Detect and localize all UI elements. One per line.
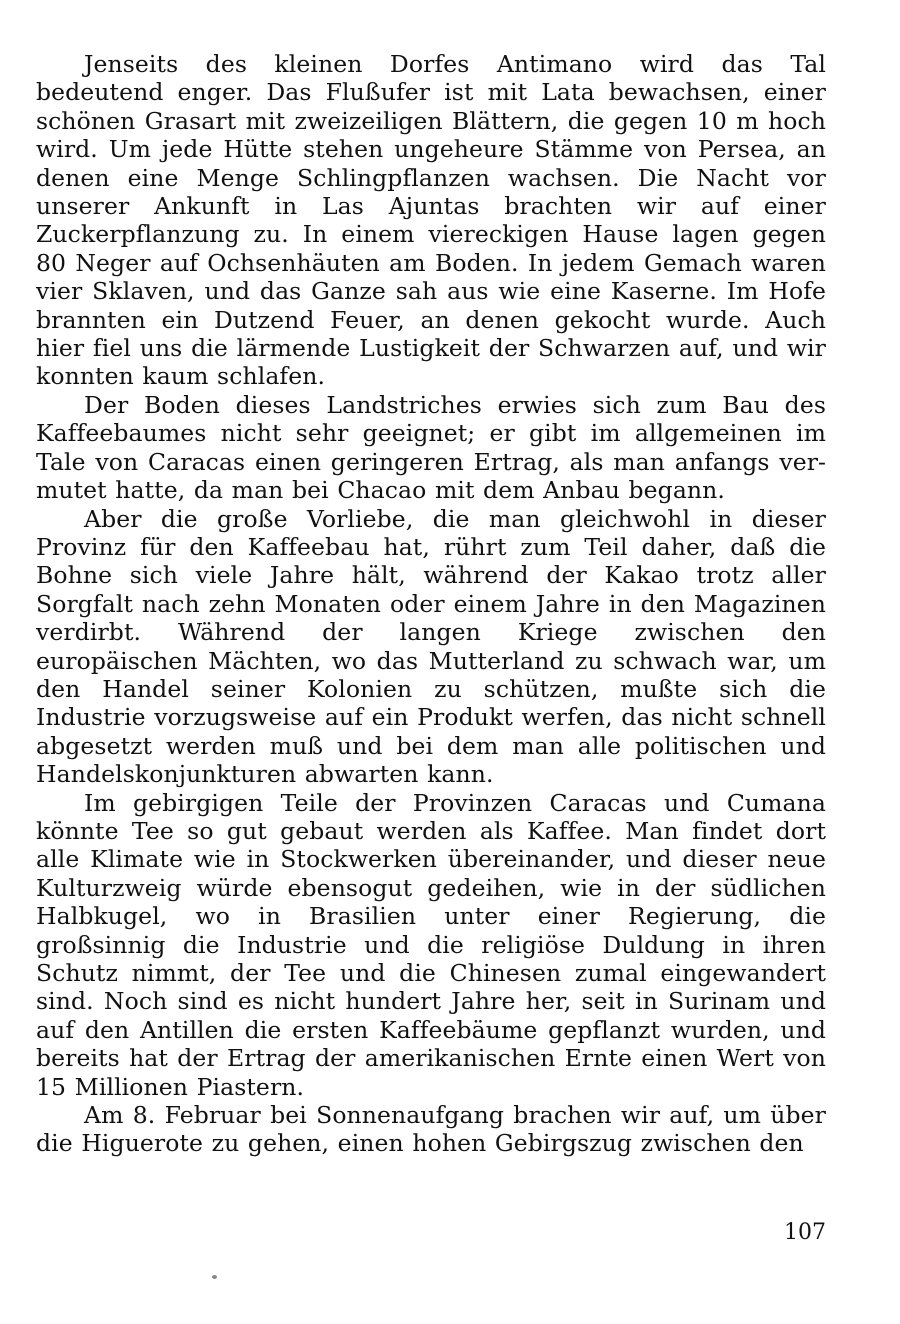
paragraph-5: Am 8. Februar bei Sonnenaufgang brachen wir auf, um über die Higuerote zu gehen, einen hohen Gebirgszug zwischen den xyxy=(36,1101,826,1158)
page-number: 107 xyxy=(784,1220,826,1245)
paragraph-1: Jenseits des kleinen Dorfes Antimano wird das Tal bedeutend enger. Das Flußufer ist mit Lata bewachsen, einer schönen Grasart mit zweizeiligen Blättern, die gegen 10 m hoch wird. Um jede Hütte stehen ungeheure Stämme von Persea, an denen eine Menge Schlingpflanzen wachsen. Die Nacht vor unserer Ankunft in Las Ajuntas brachten wir auf einer Zuckerpflanzung zu. In einem viereckigen Hause lagen gegen 80 Neger auf Ochsenhäuten am Boden. In jedem Gemach waren vier Sklaven, und das Ganze sah aus wie eine Kaserne. Im Hofe brannten ein Dutzend Feuer, an denen gekocht wurde. Auch hier fiel uns die lärmende Lustigkeit der Schwarzen auf, und wir konnten kaum schlafen. xyxy=(36,50,826,391)
body-text xyxy=(36,50,826,1158)
paragraph-3: Aber die große Vorliebe, die man gleichwohl in dieser Provinz für den Kaffeebau hat, rührt zum Teil daher, daß die Bohne sich viele Jahre hält, während der Kakao trotz aller Sorgfalt nach zehn Monaten oder einem Jahre in den Magazinen verdirbt. Während der langen Kriege zwischen den europäischen Mächten, wo das Mutterland zu schwach war, um den Handel seiner Kolonien zu schützen, mußte sich die Industrie vorzugsweise auf ein Produkt werfen, das nicht schnell abgesetzt werden muß und bei dem man alle politischen und Handelskonjunkturen abwarten kann. xyxy=(36,504,826,789)
paragraph-4: Im gebirgigen Teile der Provinzen Caracas und Cumana könnte Tee so gut gebaut werden als Kaffee. Man findet dort alle Klimate wie in Stockwerken übereinander, und dieser neue Kulturzweig würde ebensogut gedeihen, wie in der südlichen Halbkugel, wo in Brasilien unter einer Regierung, die großsinnig die Industrie und die religiöse Duldung in ihren Schutz nimmt, der Tee und die Chinesen zumal eingewandert sind. Noch sind es nicht hundert Jahre her, seit in Surinam und auf den Antillen die ersten Kaffeebäume gepflanzt wurden, und bereits hat der Ertrag der amerikanischen Ernte einen Wert von 15 Millionen Piastern. xyxy=(36,788,826,1101)
paragraph-2: Der Boden dieses Landstriches erwies sich zum Bau des Kaffeebaumes nicht sehr geeignet; er gibt im allgemeinen im Tale von Caracas einen geringeren Ertrag, als man anfangs vermutet hatte, da man bei Chacao mit dem Anbau begann. xyxy=(36,390,826,505)
ink-speck xyxy=(212,1275,217,1279)
